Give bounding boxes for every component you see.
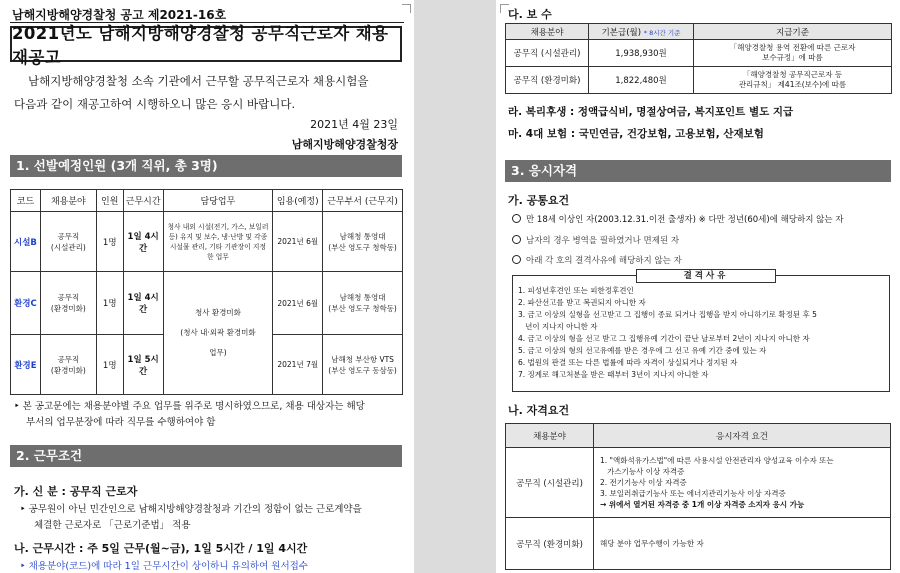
disqualification-title: 결격사유 [636, 269, 776, 283]
note-1-line-2: 부서의 업무분장에 따라 직무를 수행하여야 함 [26, 417, 216, 428]
table-header-row [11, 190, 403, 212]
table-row [506, 448, 891, 518]
dept-cell: 남해청 부산항 VTS [331, 354, 394, 364]
pay-table [505, 23, 892, 94]
col-hours: 근무시간 [123, 190, 163, 212]
table-row [11, 272, 403, 335]
circle-bullet-icon [512, 214, 521, 223]
col-start: 임용(예정) [273, 190, 323, 212]
pay-header-row [506, 24, 892, 40]
pay-heading: 다. 보 수 [508, 8, 552, 21]
qual-line: 해당 분야 업무수행이 가능한 자 [594, 518, 891, 570]
pay-amount: 1,938,930원 [589, 40, 694, 67]
field-sub: (시설관리) [50, 242, 86, 252]
col-field: 채용분야 [40, 190, 96, 212]
count-cell: 1명 [96, 272, 123, 335]
qualification-heading: 나. 자격요건 [508, 404, 570, 417]
working-hours: 나. 근무시간 : 주 5일 근무(월~금), 1일 5시간 / 1일 4시간 [14, 542, 308, 555]
field-cell: 공무직 [57, 231, 80, 241]
qual-col-requirement: 응시자격 요건 [594, 424, 891, 448]
count-cell: 1명 [96, 212, 123, 272]
requirement-3-text: 아래 각 호의 결격사유에 해당하지 않는 자 [526, 256, 682, 266]
reason-item: 2. 파산선고를 받고 복권되지 아니한 자 [518, 298, 646, 307]
start-cell: 2021년 6월 [273, 212, 323, 272]
positions-table [10, 189, 403, 395]
notice-header: 남해지방해양경찰청 공고 제2021-16호 [12, 8, 227, 22]
code-cell: 시설B [11, 212, 41, 272]
hours-cell: 1일 5시간 [123, 335, 163, 395]
reason-item: 4. 금고 이상의 형을 선고 받고 그 집행유예 기간이 끝난 날로부터 2년이 지나지 아니한 자 [518, 334, 810, 343]
table-row [506, 67, 892, 94]
start-cell: 2021년 6월 [273, 272, 323, 335]
field-sub: (환경미화) [50, 365, 86, 375]
code-cell: 환경C [11, 272, 41, 335]
reason-item: 7. 징계로 해고처분을 받은 때부터 3년이 지나지 아니한 자 [518, 370, 709, 379]
qual-line: 2. 전기기능사 이상 자격증 [600, 478, 687, 487]
reason-item: 6. 법원의 판결 또는 다른 법률에 따라 자격이 상실되거나 정지된 자 [518, 358, 738, 367]
qual-header-row [506, 424, 891, 448]
dept-sub: (부산 영도구 청학동) [328, 242, 397, 252]
section-1-heading: 1. 선발예정인원 (3개 직위, 총 3명) [10, 155, 402, 177]
circle-bullet-icon [512, 235, 521, 244]
col-code: 코드 [11, 190, 41, 212]
pay-basis-2: 관리규칙」 제41조(보수)에 따름 [738, 80, 847, 89]
requirement-2-text: 남자의 경우 병역을 필하였거나 면제된 자 [526, 236, 680, 246]
note-1-line-1: ‣ 본 공고문에는 채용분야별 주요 업무를 위주로 명시하였으므로, 채용 대상자는 해당 [14, 401, 365, 412]
shared-duty-sub: (청사 내·외곽 환경미화 [180, 328, 256, 337]
qual-field: 공무직 (환경미화) [506, 518, 594, 570]
qual-line: → 위에서 열거된 자격증 중 1개 이상 자격증 소지자 응시 가능 [600, 500, 805, 509]
notice-date: 2021년 4월 23일 [310, 118, 398, 131]
shared-duty: 청사 환경미화 [195, 308, 241, 317]
table-row [506, 518, 891, 570]
employment-status: 가. 신 분 : 공무직 근로자 [14, 485, 138, 498]
qualification-table [505, 423, 891, 570]
common-requirements: 가. 공통요건 [508, 194, 570, 207]
qual-col-field: 채용분야 [506, 424, 594, 448]
pay-col-basis: 지급기준 [694, 24, 892, 40]
reason-item: 1. 피성년후견인 또는 피한정후견인 [518, 286, 634, 295]
shared-duty-sub2: 업무) [209, 348, 227, 357]
intro-line-1: 남해지방해양경찰청 소속 기관에서 근무할 공무직근로자 채용시험을 [28, 74, 369, 88]
pay-col-note: * 8시간 기준 [643, 28, 681, 37]
insurance: 마. 4대 보험 : 국민연금, 건강보험, 고용보험, 산재보험 [508, 128, 764, 140]
start-cell: 2021년 7월 [273, 335, 323, 395]
pay-field: 공무직 (환경미화) [506, 67, 589, 94]
hours-cell: 1일 4시간 [123, 212, 163, 272]
reason-item: 3. 금고 이상의 실형을 선고받고 그 집행이 종료 되거나 집행을 받지 아니하기로 확정된 후 5 [518, 310, 817, 319]
pay-field: 공무직 (시설관리) [506, 40, 589, 67]
crop-mark [402, 4, 411, 13]
field-sub: (환경미화) [50, 304, 86, 313]
circle-bullet-icon [512, 255, 521, 264]
hours-note: ‣ 채용분야(코드)에 따라 1일 근무시간이 상이하니 유의하여 원서접수 [20, 561, 308, 572]
section-2-heading: 2. 근무조건 [10, 445, 402, 467]
requirement-1-text: 만 18세 이상인 자(2003.12.31.이전 출생자) ※ 다만 정년(60세)에 해당하지 않는 자 [526, 215, 844, 225]
status-note-2: 체결한 근로자로 「근로기준법」 적용 [34, 520, 191, 531]
pay-basis: 「해양경찰청 용역 전환에 따른 근로자 [729, 43, 856, 52]
qual-line: 3. 보일러취급기능사 또는 에너지관리기능사 이상 자격증 [600, 489, 786, 498]
reason-item: 년이 지나지 아니한 자 [518, 322, 598, 331]
qual-line: 가스기능사 이상 자격증 [600, 467, 685, 476]
intro-line-2: 다음과 같이 재공고하여 시행하오니 많은 응시 바랍니다. [14, 97, 296, 111]
duty-cell: 청사 내외 시설(전기, 가스, 보일러 등) 유지 및 보수, 냉·난방 및 각종 시설물 관리, 기타 기관장이 지정한 업무 [163, 212, 273, 272]
document-page-1 [0, 0, 414, 573]
status-note-1: ‣ 공무원이 아닌 민간인으로 남해지방해양경찰청과 기간의 정함이 없는 근로계약을 [20, 504, 362, 515]
reason-item: 5. 금고 이상의 형의 선고유예를 받은 경우에 그 선고 유예 기간 중에 있는 자 [518, 346, 767, 355]
field-cell: 공무직 [57, 354, 80, 364]
qual-field: 공무직 (시설관리) [506, 448, 594, 518]
welfare: 라. 복리후생 : 정액급식비, 명절상여금, 복지포인트 별도 지급 [508, 106, 794, 118]
table-row [506, 40, 892, 67]
requirement-1 [512, 213, 843, 225]
count-cell: 1명 [96, 335, 123, 395]
document-title: 2021년도 남해지방해양경찰청 공무직근로자 채용 재공고 [10, 26, 402, 62]
dept-sub: (부산 영도구 청학동) [328, 304, 397, 313]
dept-cell: 남해청 통영대 [339, 231, 386, 241]
dept-cell: 남해청 통영대 [339, 293, 386, 302]
col-duty: 담당업무 [163, 190, 273, 212]
pay-amount: 1,822,480원 [589, 67, 694, 94]
col-count: 인원 [96, 190, 123, 212]
table-row [11, 212, 403, 272]
section-3-heading: 3. 응시자격 [505, 160, 891, 182]
requirement-2 [512, 234, 679, 246]
col-dept: 근무부서 (근무지) [323, 190, 403, 212]
code-cell: 환경E [11, 335, 41, 395]
pay-basis: 「해양경찰청 공무직근로자 등 [742, 70, 843, 79]
pay-basis-2: 보수규정」에 따름 [762, 53, 823, 62]
field-cell: 공무직 [57, 293, 80, 302]
qual-line: 1. "액화석유가스법"에 따른 사용시설 안전관리자 양성교육 이수자 또는 [600, 456, 834, 465]
hours-cell: 1일 4시간 [123, 272, 163, 335]
pay-col-field: 채용분야 [506, 24, 589, 40]
pay-col-amount: 기본급(월) [601, 27, 642, 38]
issuer: 남해지방해양경찰청장 [291, 138, 398, 151]
requirement-3 [512, 254, 682, 266]
dept-sub: (부산 영도구 동삼동) [328, 365, 397, 375]
